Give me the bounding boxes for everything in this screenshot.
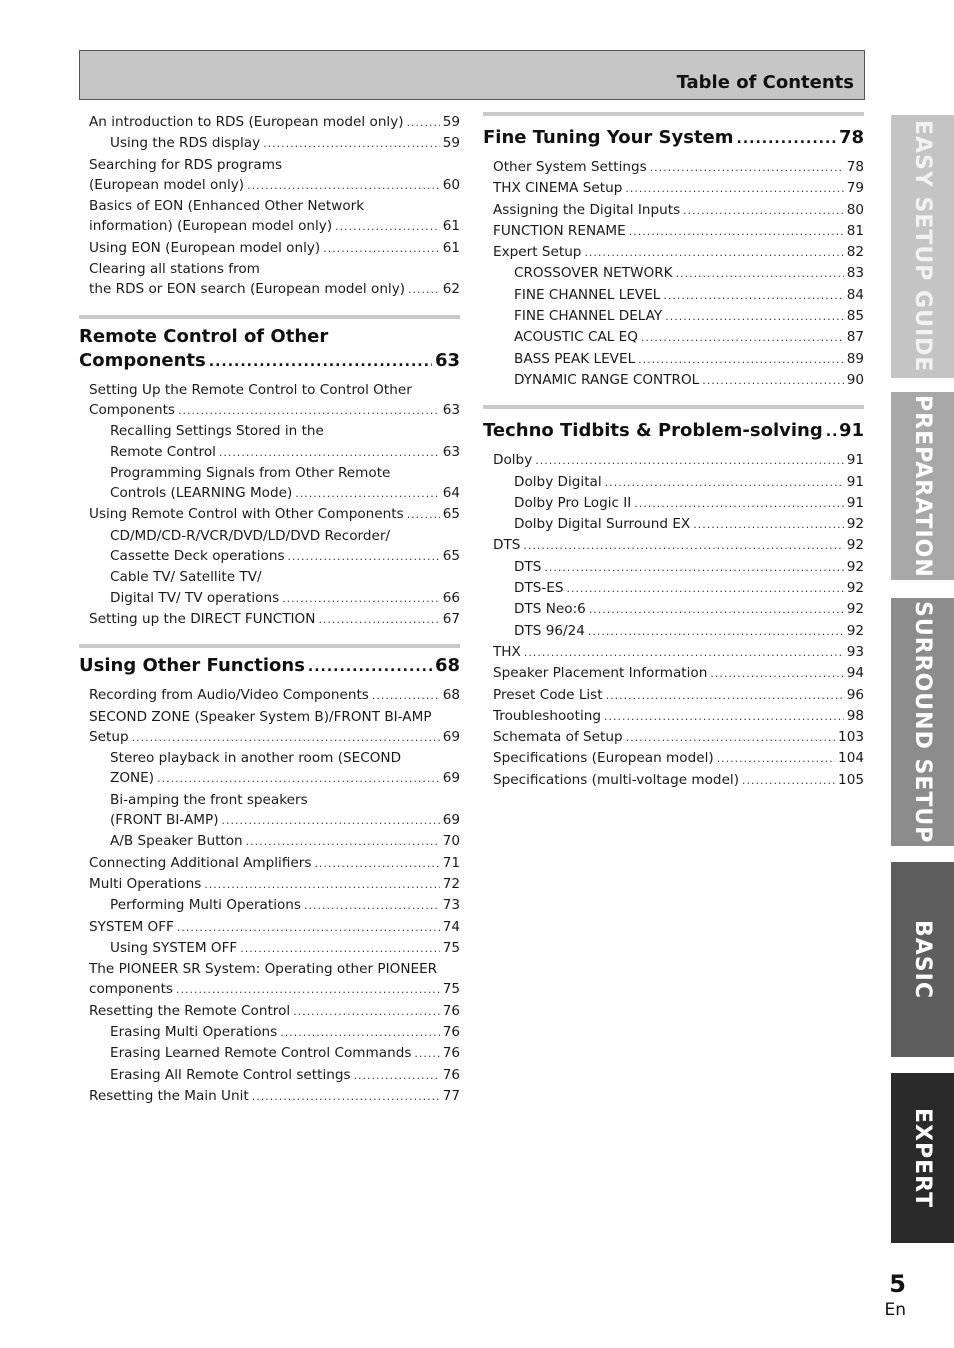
toc-entry[interactable] bbox=[483, 557, 864, 578]
section-title-text: Fine Tuning Your System bbox=[483, 127, 734, 148]
toc-entry-label: (European model only) bbox=[89, 176, 245, 193]
toc-left-column bbox=[79, 112, 460, 1107]
side-tab-label: EXPERT bbox=[910, 1107, 935, 1209]
toc-entry[interactable] bbox=[79, 279, 460, 300]
toc-entry[interactable] bbox=[79, 685, 460, 706]
section-title-text: Components bbox=[79, 349, 206, 371]
leader-dots bbox=[204, 875, 439, 895]
section-title-text: Techno Tidbits & Problem-solving bbox=[483, 420, 823, 442]
toc-entry[interactable] bbox=[79, 216, 460, 237]
toc-entry-label: (FRONT BI-AMP) bbox=[110, 812, 219, 829]
leader-dots bbox=[584, 243, 843, 263]
leader-dots bbox=[605, 473, 844, 493]
toc-entry-label: information) (European model only) bbox=[89, 218, 333, 235]
toc-entry-page: 92 bbox=[846, 558, 864, 575]
section-page-number: 78 bbox=[838, 127, 864, 148]
toc-entry[interactable] bbox=[483, 599, 864, 620]
toc-entry[interactable] bbox=[79, 483, 460, 504]
section-remote-control bbox=[79, 325, 460, 631]
leader-dots bbox=[634, 494, 843, 514]
toc-entry-label: Specifications (European model) bbox=[493, 750, 714, 767]
toc-entry[interactable] bbox=[79, 504, 460, 525]
leader-dots bbox=[407, 505, 440, 525]
leader-dots bbox=[638, 350, 844, 370]
toc-entry-label: Schemata of Setup bbox=[493, 729, 623, 746]
toc-entry-continued[interactable]: Cable TV/ Satellite TV/ bbox=[110, 569, 262, 586]
toc-entry-label: Digital TV/ TV operations bbox=[110, 589, 280, 606]
toc-entry-label: Preset Code List bbox=[493, 686, 603, 703]
section-title[interactable] bbox=[483, 126, 864, 151]
leader-dots bbox=[524, 643, 844, 663]
toc-entry-page: 91 bbox=[846, 473, 864, 490]
toc-entry[interactable] bbox=[483, 727, 864, 748]
toc-entry-page: 103 bbox=[838, 729, 864, 746]
side-tab-label: SURROUND SETUP bbox=[910, 600, 935, 844]
toc-entry-page: 92 bbox=[846, 537, 864, 554]
toc-entry-label: A/B Speaker Button bbox=[110, 833, 243, 850]
leader-dots bbox=[737, 127, 836, 151]
leader-dots bbox=[588, 622, 844, 642]
toc-entry-page: 73 bbox=[442, 897, 460, 914]
leader-dots bbox=[710, 664, 843, 684]
toc-entry-label: THX bbox=[493, 643, 521, 660]
leader-dots bbox=[222, 811, 440, 831]
toc-entry-label: DTS Neo:6 bbox=[514, 601, 586, 618]
toc-entry-page: 87 bbox=[846, 329, 864, 346]
toc-entry[interactable] bbox=[79, 1022, 460, 1043]
toc-entry-label: DTS bbox=[514, 558, 542, 575]
toc-entry[interactable] bbox=[483, 306, 864, 327]
leader-dots bbox=[263, 134, 440, 154]
toc-entry-page: 83 bbox=[846, 265, 864, 282]
leader-dots bbox=[408, 280, 440, 300]
leader-dots bbox=[304, 896, 440, 916]
toc-entry[interactable] bbox=[79, 609, 460, 630]
leader-dots bbox=[604, 707, 844, 727]
toc-entry[interactable] bbox=[483, 263, 864, 284]
toc-entry-label: Dolby Digital bbox=[514, 473, 602, 490]
leader-dots bbox=[606, 686, 844, 706]
toc-entry-page: 77 bbox=[442, 1087, 460, 1104]
toc-entry-label: Dolby Digital Surround EX bbox=[514, 516, 691, 533]
toc-entry-page: 61 bbox=[442, 239, 460, 256]
side-tab-basic[interactable] bbox=[891, 862, 954, 1057]
toc-entry-label: DTS bbox=[493, 537, 521, 554]
toc-entry-label: DTS-ES bbox=[514, 580, 564, 597]
leader-dots bbox=[247, 176, 440, 196]
toc-entry[interactable] bbox=[483, 663, 864, 684]
toc-entry-label: Erasing Multi Operations bbox=[110, 1023, 278, 1040]
toc-entry-page: 92 bbox=[846, 516, 864, 533]
toc-entry-page: 66 bbox=[442, 589, 460, 606]
toc-entry[interactable] bbox=[483, 535, 864, 556]
toc-entry-page: 79 bbox=[846, 180, 864, 197]
leader-dots bbox=[335, 217, 440, 237]
toc-entry[interactable] bbox=[79, 400, 460, 421]
toc-entry-page: 61 bbox=[442, 218, 460, 235]
toc-entry[interactable] bbox=[79, 588, 460, 609]
toc-entry[interactable] bbox=[79, 938, 460, 959]
toc-entry-page: 70 bbox=[442, 833, 460, 850]
leader-dots bbox=[641, 328, 844, 348]
toc-entry-continued[interactable]: Clearing all stations from bbox=[89, 261, 260, 278]
toc-entry-page: 67 bbox=[442, 610, 460, 627]
section-techno-tidbits bbox=[483, 419, 864, 791]
toc-entry-label: Resetting the Main Unit bbox=[89, 1087, 249, 1104]
toc-entry-page: 91 bbox=[846, 494, 864, 511]
toc-entry-page: 85 bbox=[846, 308, 864, 325]
toc-entry-page: 65 bbox=[442, 506, 460, 523]
leader-dots bbox=[177, 918, 440, 938]
toc-entry-label: SYSTEM OFF bbox=[89, 918, 174, 935]
toc-entry[interactable] bbox=[483, 748, 864, 769]
toc-entry[interactable] bbox=[79, 1001, 460, 1022]
leader-dots bbox=[683, 201, 844, 221]
toc-entry[interactable] bbox=[483, 370, 864, 391]
side-tab-surround-setup[interactable] bbox=[891, 598, 954, 846]
section-divider bbox=[483, 112, 864, 116]
toc-entry-label: Remote Control bbox=[110, 443, 216, 460]
toc-entry-page: 92 bbox=[846, 580, 864, 597]
section-page-number: 63 bbox=[434, 349, 460, 371]
toc-entry-label: Using SYSTEM OFF bbox=[110, 939, 238, 956]
toc-entry-label: Performing Multi Operations bbox=[110, 897, 301, 914]
toc-entry-label: Components bbox=[89, 401, 176, 418]
toc-entry-page: 62 bbox=[442, 281, 460, 298]
toc-entry-label: ACOUSTIC CAL EQ bbox=[514, 329, 638, 346]
toc-entry-page: 59 bbox=[442, 114, 460, 130]
toc-entry-continued[interactable]: Programming Signals from Other Remote bbox=[110, 464, 391, 481]
leader-dots bbox=[318, 610, 439, 630]
leader-dots bbox=[246, 832, 440, 852]
toc-entry-page: 75 bbox=[442, 939, 460, 956]
toc-entry[interactable] bbox=[79, 1043, 460, 1064]
toc-entry-label: Setting up the DIRECT FUNCTION bbox=[89, 610, 316, 627]
toc-entry[interactable] bbox=[483, 221, 864, 242]
toc-entry[interactable] bbox=[483, 450, 864, 471]
toc-entry[interactable] bbox=[483, 349, 864, 370]
toc-entry[interactable] bbox=[483, 242, 864, 263]
toc-entry[interactable] bbox=[79, 727, 460, 748]
toc-entry-page: 96 bbox=[846, 686, 864, 703]
leader-dots bbox=[626, 728, 835, 748]
toc-entry-page: 71 bbox=[442, 854, 460, 871]
toc-entry-page: 69 bbox=[442, 812, 460, 829]
toc-entry-page: 68 bbox=[442, 687, 460, 704]
toc-entry-label: Resetting the Remote Control bbox=[89, 1002, 291, 1019]
toc-entry-label: Specifications (multi-voltage model) bbox=[493, 771, 740, 788]
toc-entry[interactable] bbox=[483, 285, 864, 306]
leader-dots bbox=[523, 536, 843, 556]
leader-dots bbox=[407, 113, 440, 133]
toc-entry-page: 72 bbox=[442, 875, 460, 892]
toc-entry[interactable] bbox=[483, 200, 864, 221]
toc-entry-label: Setup bbox=[89, 728, 129, 745]
toc-entry[interactable] bbox=[483, 578, 864, 599]
toc-entry-label: the RDS or EON search (European model only) bbox=[89, 281, 406, 298]
toc-entry-continued[interactable]: Searching for RDS programs bbox=[89, 156, 283, 173]
toc-entry[interactable] bbox=[79, 853, 460, 874]
toc-entry-page: 104 bbox=[838, 750, 864, 767]
toc-entry[interactable] bbox=[483, 685, 864, 706]
section-fine-tuning bbox=[483, 126, 864, 391]
toc-entry-page: 63 bbox=[442, 401, 460, 418]
toc-entry-label: THX CINEMA Setup bbox=[493, 180, 623, 197]
leader-dots bbox=[282, 589, 440, 609]
toc-entry-page: 75 bbox=[442, 981, 460, 998]
toc-entry-page: 98 bbox=[846, 707, 864, 724]
leader-dots bbox=[176, 980, 440, 1000]
toc-entry-page: 76 bbox=[442, 1002, 460, 1019]
side-tab-label: PREPARATION bbox=[910, 394, 935, 578]
toc-entry-page: 91 bbox=[846, 452, 864, 469]
toc-entry-page: 84 bbox=[846, 286, 864, 303]
toc-entry-page: 69 bbox=[442, 728, 460, 745]
toc-entry-label: Assigning the Digital Inputs bbox=[493, 201, 681, 218]
toc-entry-continued[interactable]: Recalling Settings Stored in the bbox=[110, 423, 324, 440]
toc-entry[interactable] bbox=[79, 768, 460, 789]
leader-dots bbox=[625, 179, 843, 199]
toc-entry-label: Expert Setup bbox=[493, 244, 582, 261]
techno-entry-list bbox=[483, 450, 864, 791]
leader-dots bbox=[308, 655, 432, 679]
leader-dots bbox=[295, 484, 439, 504]
leader-dots bbox=[240, 939, 439, 959]
leader-dots bbox=[693, 515, 843, 535]
toc-entry-page: 80 bbox=[846, 201, 864, 218]
toc-entry[interactable] bbox=[79, 810, 460, 831]
leader-dots bbox=[314, 854, 439, 874]
toc-entry[interactable] bbox=[79, 1086, 460, 1107]
section-title-line2[interactable] bbox=[79, 349, 460, 374]
toc-entry-page: 65 bbox=[442, 548, 460, 565]
toc-entry-page: 93 bbox=[846, 643, 864, 660]
side-tab-easy-setup-guide[interactable] bbox=[891, 115, 954, 378]
section-title[interactable] bbox=[483, 419, 864, 444]
toc-entry[interactable] bbox=[483, 178, 864, 199]
toc-entry[interactable] bbox=[483, 706, 864, 727]
toc-entry[interactable] bbox=[483, 327, 864, 348]
toc-entry[interactable] bbox=[79, 546, 460, 567]
intro-entry-list bbox=[79, 112, 460, 301]
leader-dots bbox=[288, 547, 440, 567]
leader-dots bbox=[280, 1023, 439, 1043]
header-band bbox=[79, 50, 865, 100]
toc-entry[interactable] bbox=[79, 874, 460, 895]
toc-entry-page: 82 bbox=[846, 244, 864, 261]
leader-dots bbox=[742, 771, 835, 791]
toc-entry-label: An introduction to RDS (European model only) bbox=[89, 114, 404, 130]
leader-dots bbox=[209, 350, 432, 374]
leader-dots bbox=[414, 1044, 439, 1064]
section-title[interactable] bbox=[79, 654, 460, 679]
toc-entry-label: FUNCTION RENAME bbox=[493, 222, 626, 239]
toc-entry-label: components bbox=[89, 981, 173, 998]
leader-dots bbox=[702, 371, 843, 391]
toc-entry-label: Dolby bbox=[493, 452, 533, 469]
section-title-line1: Remote Control of Other bbox=[79, 325, 329, 347]
toc-entry[interactable] bbox=[483, 514, 864, 535]
toc-entry-page: 92 bbox=[846, 622, 864, 639]
toc-entry-label: FINE CHANNEL LEVEL bbox=[514, 286, 661, 303]
toc-entry-label: Dolby Pro Logic II bbox=[514, 494, 632, 511]
section-divider bbox=[483, 405, 864, 409]
remote-entry-list bbox=[79, 380, 460, 631]
toc-entry[interactable] bbox=[79, 1065, 460, 1086]
toc-entry-page: 81 bbox=[846, 222, 864, 239]
toc-entry-continued[interactable]: SECOND ZONE (Speaker System B)/FRONT BI-AMP bbox=[89, 708, 432, 725]
toc-entry-page: 89 bbox=[846, 350, 864, 367]
toc-entry[interactable] bbox=[79, 133, 460, 154]
leader-dots bbox=[252, 1087, 440, 1107]
fine-entry-list bbox=[483, 157, 864, 391]
toc-entry[interactable] bbox=[79, 442, 460, 463]
leader-dots bbox=[665, 307, 843, 327]
toc-entry-page: 78 bbox=[846, 159, 864, 175]
toc-entry-label: FINE CHANNEL DELAY bbox=[514, 308, 663, 325]
toc-entry-continued[interactable]: Basics of EON (Enhanced Other Network bbox=[89, 198, 365, 215]
leader-dots bbox=[293, 1002, 440, 1022]
section-divider bbox=[79, 315, 460, 319]
leader-dots bbox=[372, 686, 440, 706]
toc-entry[interactable] bbox=[483, 770, 864, 791]
leader-dots bbox=[567, 579, 844, 599]
toc-entry[interactable] bbox=[79, 175, 460, 196]
toc-entry-page: 59 bbox=[442, 135, 460, 152]
leader-dots bbox=[629, 222, 844, 242]
toc-entry-label: Other System Settings bbox=[493, 159, 647, 175]
side-tab-preparation[interactable] bbox=[891, 392, 954, 580]
toc-entry[interactable] bbox=[483, 493, 864, 514]
toc-entry-continued[interactable]: Setting Up the Remote Control to Control Other bbox=[89, 381, 412, 398]
toc-entry-continued[interactable]: The PIONEER SR System: Operating other PIONEER bbox=[89, 961, 438, 978]
leader-dots bbox=[178, 401, 440, 421]
toc-entry-page: 60 bbox=[442, 176, 460, 193]
toc-entry-label: Controls (LEARNING Mode) bbox=[110, 485, 293, 502]
leader-dots bbox=[354, 1066, 440, 1086]
toc-entry-label: Using the RDS display bbox=[110, 135, 261, 152]
leader-dots bbox=[535, 451, 843, 471]
toc-entry[interactable] bbox=[79, 112, 460, 133]
toc-entry-label: Using EON (European model only) bbox=[89, 239, 321, 256]
leader-dots bbox=[132, 728, 440, 748]
toc-entry-label: DYNAMIC RANGE CONTROL bbox=[514, 371, 700, 388]
leader-dots bbox=[323, 239, 439, 259]
toc-entry[interactable] bbox=[79, 917, 460, 938]
leader-dots bbox=[589, 600, 844, 620]
toc-entry-label: Recording from Audio/Video Components bbox=[89, 687, 369, 704]
toc-entry[interactable] bbox=[79, 831, 460, 852]
toc-entry-continued[interactable]: Stereo playback in another room (SECOND bbox=[110, 750, 402, 767]
toc-entry-label: Connecting Additional Amplifiers bbox=[89, 854, 312, 871]
toc-entry[interactable] bbox=[483, 642, 864, 663]
leader-dots bbox=[544, 558, 843, 578]
side-tab-label: EASY SETUP GUIDE bbox=[910, 120, 935, 373]
toc-entry-label: Using Remote Control with Other Components bbox=[89, 506, 404, 523]
leader-dots bbox=[663, 286, 843, 306]
side-tab-expert[interactable] bbox=[891, 1073, 954, 1243]
toc-entry-continued[interactable]: CD/MD/CD-R/VCR/DVD/LD/DVD Recorder/ bbox=[110, 527, 391, 544]
section-title-text: Using Other Functions bbox=[79, 655, 305, 677]
toc-entry-page: 74 bbox=[442, 918, 460, 935]
other-entry-list bbox=[79, 685, 460, 1107]
toc-entry-page: 63 bbox=[442, 443, 460, 460]
toc-entry-label: BASS PEAK LEVEL bbox=[514, 350, 636, 367]
section-page-number: 91 bbox=[838, 420, 864, 442]
toc-entry-page: 64 bbox=[442, 485, 460, 502]
toc-entry-label: Erasing All Remote Control settings bbox=[110, 1066, 351, 1083]
page-number: 5 bbox=[889, 1270, 906, 1298]
toc-entry-label: Speaker Placement Information bbox=[493, 665, 708, 682]
toc-entry[interactable] bbox=[79, 895, 460, 916]
toc-entry[interactable] bbox=[483, 157, 864, 178]
toc-entry-label: ZONE) bbox=[110, 770, 155, 787]
section-other-functions bbox=[79, 654, 460, 1107]
toc-entry-page: 76 bbox=[442, 1066, 460, 1083]
toc-entry-page: 76 bbox=[442, 1023, 460, 1040]
toc-entry-label: Troubleshooting bbox=[493, 707, 601, 724]
toc-entry-page: 76 bbox=[442, 1045, 460, 1062]
toc-entry-label: DTS 96/24 bbox=[514, 622, 585, 639]
toc-entry-page: 92 bbox=[846, 601, 864, 618]
toc-entry-label: Multi Operations bbox=[89, 875, 202, 892]
toc-entry-label: Erasing Learned Remote Control Commands bbox=[110, 1045, 412, 1062]
toc-entry[interactable] bbox=[483, 472, 864, 493]
leader-dots bbox=[650, 158, 844, 178]
toc-entry[interactable] bbox=[79, 979, 460, 1000]
toc-entry[interactable] bbox=[483, 621, 864, 642]
toc-entry-label: Cassette Deck operations bbox=[110, 548, 285, 565]
toc-entry-continued[interactable]: Bi-amping the front speakers bbox=[110, 791, 308, 808]
leader-dots bbox=[676, 264, 844, 284]
side-tab-label: BASIC bbox=[910, 920, 935, 999]
leader-dots bbox=[157, 769, 440, 789]
leader-dots bbox=[717, 749, 835, 769]
toc-entry[interactable] bbox=[79, 238, 460, 259]
toc-entry-page: 69 bbox=[442, 770, 460, 787]
toc-entry-page: 94 bbox=[846, 665, 864, 682]
page-language: En bbox=[884, 1300, 906, 1320]
toc-entry-label: CROSSOVER NETWORK bbox=[514, 265, 673, 282]
leader-dots bbox=[219, 443, 440, 463]
toc-entry-page: 90 bbox=[846, 371, 864, 388]
toc-right-column bbox=[483, 112, 864, 791]
page-title: Table of Contents bbox=[676, 72, 854, 93]
toc-entry-page: 105 bbox=[838, 771, 864, 788]
section-page-number: 68 bbox=[434, 655, 460, 677]
leader-dots bbox=[826, 420, 836, 444]
section-divider bbox=[79, 644, 460, 648]
